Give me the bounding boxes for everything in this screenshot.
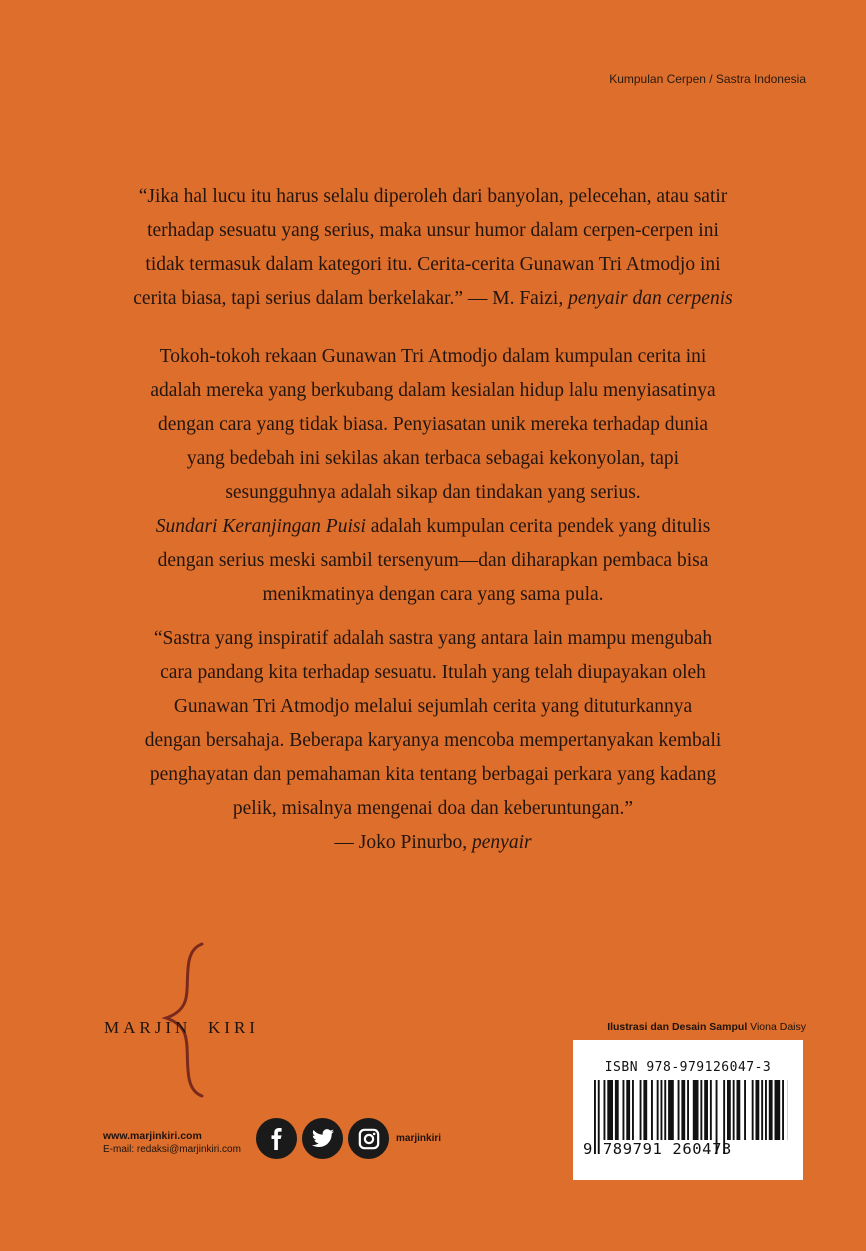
website-link[interactable]: www.marjinkiri.com <box>103 1130 202 1142</box>
barcode-bar <box>693 1080 699 1140</box>
barcode-bar <box>704 1080 708 1140</box>
barcode-bar <box>678 1080 680 1140</box>
isbn-text: ISBN 978-979126047-3 <box>604 1060 772 1075</box>
quote-line: cara pandang kita terhadap sesuatu. Itulah yang telah diupayakan oleh <box>160 662 706 683</box>
logo-text-right: KIRI <box>208 1018 259 1037</box>
barcode-bar <box>604 1080 606 1140</box>
barcode-bar <box>668 1080 674 1140</box>
barcode-bar <box>607 1080 613 1140</box>
quote-line-text: cerita biasa, tapi serius dalam berkelakar.” — M. Faizi, <box>133 288 569 309</box>
synopsis-line-text: adalah kumpulan cerita pendek yang ditulis <box>365 516 711 537</box>
attribution-role: penyair <box>472 832 532 853</box>
credit-name: Viona Daisy <box>747 1021 806 1033</box>
logo-text-left: MARJIN <box>104 1018 192 1037</box>
barcode-bar <box>761 1080 763 1140</box>
barcode-bar <box>756 1080 760 1140</box>
synopsis-line: menikmatinya dengan cara yang sama pula. <box>262 584 604 605</box>
cover-credit <box>607 1021 806 1033</box>
credit-label: Ilustrasi dan Desain Sampul <box>607 1021 748 1033</box>
barcode-bar <box>632 1080 634 1140</box>
book-title: Sundari Keranjingan Puisi <box>155 516 366 537</box>
barcode-bar <box>744 1080 746 1140</box>
synopsis-line: yang bedebah ini sekilas akan terbaca sebagai kekonyolan, tapi <box>186 448 680 469</box>
barcode <box>573 1040 803 1180</box>
barcode-bar <box>737 1080 741 1140</box>
barcode-bar <box>657 1080 659 1140</box>
quote-attribution-role: penyair dan cerpenis <box>568 288 733 309</box>
quote-line: tidak termasuk dalam kategori itu. Cerita-cerita Gunawan Tri Atmodjo ini <box>145 254 721 275</box>
instagram-icon[interactable] <box>348 1118 389 1159</box>
quote-attribution <box>70 826 796 860</box>
quote-line-last <box>70 282 796 316</box>
synopsis <box>70 340 796 612</box>
barcode-bar <box>700 1080 702 1140</box>
barcode-bar <box>782 1080 784 1140</box>
barcode-bar <box>752 1080 754 1140</box>
quote-line: pelik, misalnya mengenai doa dan keberuntungan.” <box>232 798 634 819</box>
quote-line: terhadap sesuatu yang serius, maka unsur humor dalam cerpen-cerpen ini <box>147 220 719 241</box>
synopsis-line: Tokoh-tokoh rekaan Gunawan Tri Atmodjo dalam kumpulan cerita ini <box>159 346 707 367</box>
barcode-bar <box>640 1080 642 1140</box>
synopsis-line: sesungguhnya adalah sikap dan tindakan yang serius. <box>225 482 641 503</box>
quote-pinurbo <box>70 622 796 860</box>
social-links <box>256 1118 441 1159</box>
barcode-bar <box>727 1080 731 1140</box>
category-label: Kumpulan Cerpen / Sastra Indonesia <box>609 72 806 86</box>
quote-line: penghayatan dan pemahaman kita tentang berbagai perkara yang kadang <box>149 764 717 785</box>
barcode-bar <box>661 1080 663 1140</box>
barcode-bar <box>643 1080 647 1140</box>
quote-line: “Jika hal lucu itu harus selalu diperoleh dari banyolan, pelecehan, atau satir <box>138 186 728 207</box>
synopsis-line: dengan serius meski sambil tersenyum—dan diharapkan pembaca bisa <box>157 550 709 571</box>
synopsis-line: dengan cara yang tidak biasa. Penyiasatan unik mereka terhadap dunia <box>157 414 709 435</box>
barcode-bar <box>623 1080 625 1140</box>
barcode-bar <box>626 1080 630 1140</box>
barcode-bar <box>664 1080 666 1140</box>
social-handle[interactable]: marjinkiri <box>396 1133 442 1144</box>
quote-line: “Sastra yang inspiratif adalah sastra yang antara lain mampu mengubah <box>153 628 713 649</box>
barcode-bar <box>710 1080 712 1140</box>
synopsis-line-title <box>70 510 796 544</box>
barcode-bar <box>733 1080 735 1140</box>
barcode-bar <box>651 1080 653 1140</box>
barcode-bar <box>769 1080 773 1140</box>
email-link[interactable]: E-mail: redaksi@marjinkiri.com <box>103 1144 241 1155</box>
synopsis-line: adalah mereka yang berkubang dalam kesialan hidup lalu menyiasatinya <box>150 380 716 401</box>
attribution-name: — Joko Pinurbo, <box>334 832 473 853</box>
publisher-logo <box>100 940 290 1100</box>
barcode-bar <box>687 1080 689 1140</box>
quote-faizi <box>70 180 796 316</box>
barcode-bar <box>681 1080 685 1140</box>
facebook-icon[interactable] <box>256 1118 297 1159</box>
barcode-bar <box>775 1080 781 1140</box>
quote-line: dengan bersahaja. Beberapa karyanya mencoba mempertanyakan kembali <box>144 730 722 751</box>
publisher-contact <box>103 1130 241 1156</box>
quote-line: Gunawan Tri Atmodjo melalui sejumlah cerita yang dituturkannya <box>173 696 693 717</box>
twitter-icon[interactable] <box>302 1118 343 1159</box>
ean-digits: 9 789791 260473 <box>583 1140 732 1158</box>
barcode-bar <box>765 1080 767 1140</box>
barcode-bar <box>615 1080 619 1140</box>
